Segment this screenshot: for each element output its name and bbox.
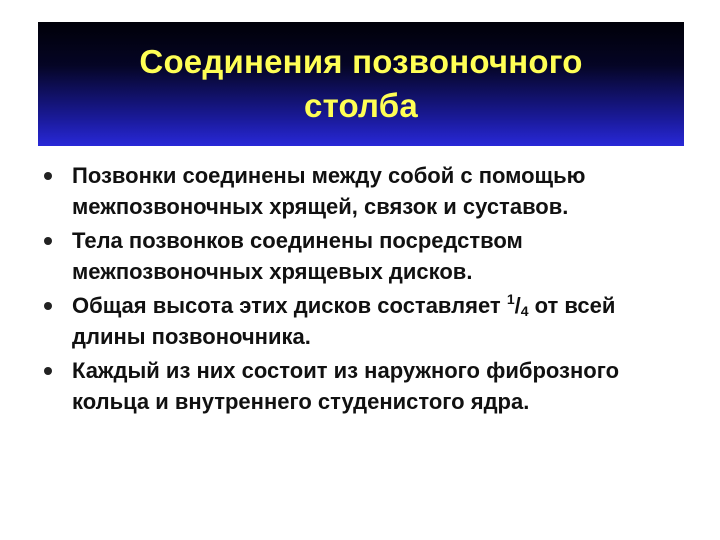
fraction-one-quarter [507, 293, 529, 318]
bullet-list [38, 160, 688, 420]
bullet-item-2 [38, 225, 688, 287]
bullet-text-2: Тела позвонков соединены посредством межпозвоночных хрящевых дисков. [72, 228, 523, 284]
slide-title [61, 40, 661, 128]
bullet-dot-icon [44, 172, 52, 180]
bullet-text-3-before: Общая высота этих дисков составляет [72, 293, 507, 318]
bullet-item-4 [38, 355, 688, 417]
bullet-item-3 [38, 290, 688, 352]
fraction-slash: / [514, 293, 521, 318]
bullet-text-1: Позвонки соединены между собой с помощью межпозвоночных хрящей, связок и суставов. [72, 163, 586, 219]
slide-title-line-1: Соединения позвоночного [139, 43, 583, 80]
bullet-dot-icon [44, 237, 52, 245]
bullet-text-3-after: от всей длины позвоночника. [72, 293, 616, 349]
fraction-denominator: 4 [520, 303, 529, 319]
slide-title-line-2: столба [304, 87, 418, 124]
bullet-dot-icon [44, 367, 52, 375]
bullet-item-1 [38, 160, 688, 222]
title-banner [38, 22, 684, 146]
fraction-numerator: 1 [506, 291, 515, 307]
bullet-text-4: Каждый из них состоит из наружного фиброзного кольца и внутреннего студенистого ядра. [72, 358, 620, 414]
bullet-dot-icon [44, 302, 52, 310]
